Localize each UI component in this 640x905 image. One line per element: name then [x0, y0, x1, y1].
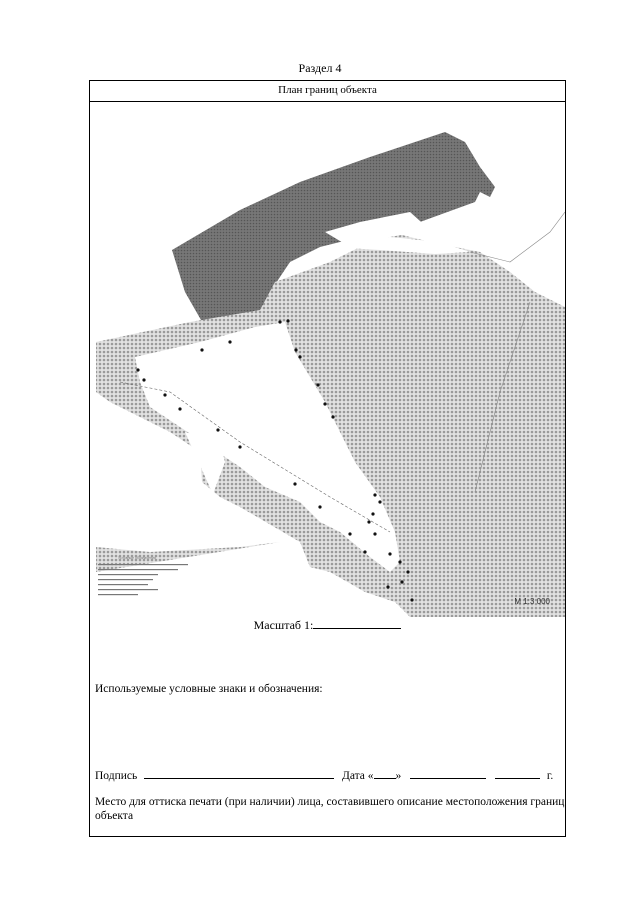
- scale-value-line: [313, 617, 401, 629]
- legend-label: Используемые условные знаки и обозначения:: [95, 683, 323, 695]
- signature-row: [95, 767, 560, 782]
- boundary-point: [388, 552, 391, 555]
- boundary-point: [373, 493, 376, 496]
- boundary-point: [228, 340, 231, 343]
- boundary-point: [378, 500, 381, 503]
- boundary-point: [298, 355, 301, 358]
- boundary-point: [163, 393, 166, 396]
- section-title: Раздел 4: [298, 61, 342, 75]
- date-close: »: [395, 770, 402, 782]
- boundary-point: [398, 560, 401, 563]
- boundary-point: [331, 415, 334, 418]
- boundary-point: [286, 319, 289, 322]
- date-month-line: [410, 767, 486, 779]
- map-legend-title: Условные обозначения: [118, 556, 156, 560]
- boundary-point: [348, 532, 351, 535]
- boundary-point: [400, 580, 403, 583]
- scale-row: [90, 617, 565, 633]
- plan-frame: [89, 80, 566, 837]
- date-year-line: [495, 767, 540, 779]
- boundary-point: [200, 348, 203, 351]
- boundary-point: [386, 585, 389, 588]
- boundary-point: [136, 368, 139, 371]
- boundary-point: [371, 512, 374, 515]
- boundary-point: [142, 378, 145, 381]
- date-day-line: [374, 767, 396, 779]
- boundary-point: [278, 320, 281, 323]
- signature-label: Подпись: [95, 770, 138, 782]
- boundary-point: [363, 550, 366, 553]
- boundary-point: [216, 428, 219, 431]
- boundary-point: [316, 383, 319, 386]
- map-drawing: [90, 102, 565, 617]
- boundary-point: [410, 598, 413, 601]
- boundary-point: [318, 505, 321, 508]
- boundary-point: [178, 407, 181, 410]
- boundary-point: [294, 348, 297, 351]
- boundary-point: [293, 482, 296, 485]
- date-label: Дата «: [341, 770, 374, 782]
- scale-label: Масштаб 1:: [253, 618, 314, 632]
- year-suffix: г.: [546, 770, 554, 782]
- signature-line: [144, 767, 334, 779]
- scale-note: М 1:3 000: [514, 597, 550, 606]
- boundary-map: [90, 102, 565, 617]
- boundary-point: [323, 402, 326, 405]
- boundary-point: [367, 520, 370, 523]
- boundary-point: [406, 570, 409, 573]
- boundary-point: [238, 445, 241, 448]
- boundary-point: [373, 532, 376, 535]
- plan-header: План границ объекта: [90, 81, 565, 102]
- stamp-note: Место для оттиска печати (при наличии) лица, составившего описание местоположения границ объекта: [95, 796, 565, 822]
